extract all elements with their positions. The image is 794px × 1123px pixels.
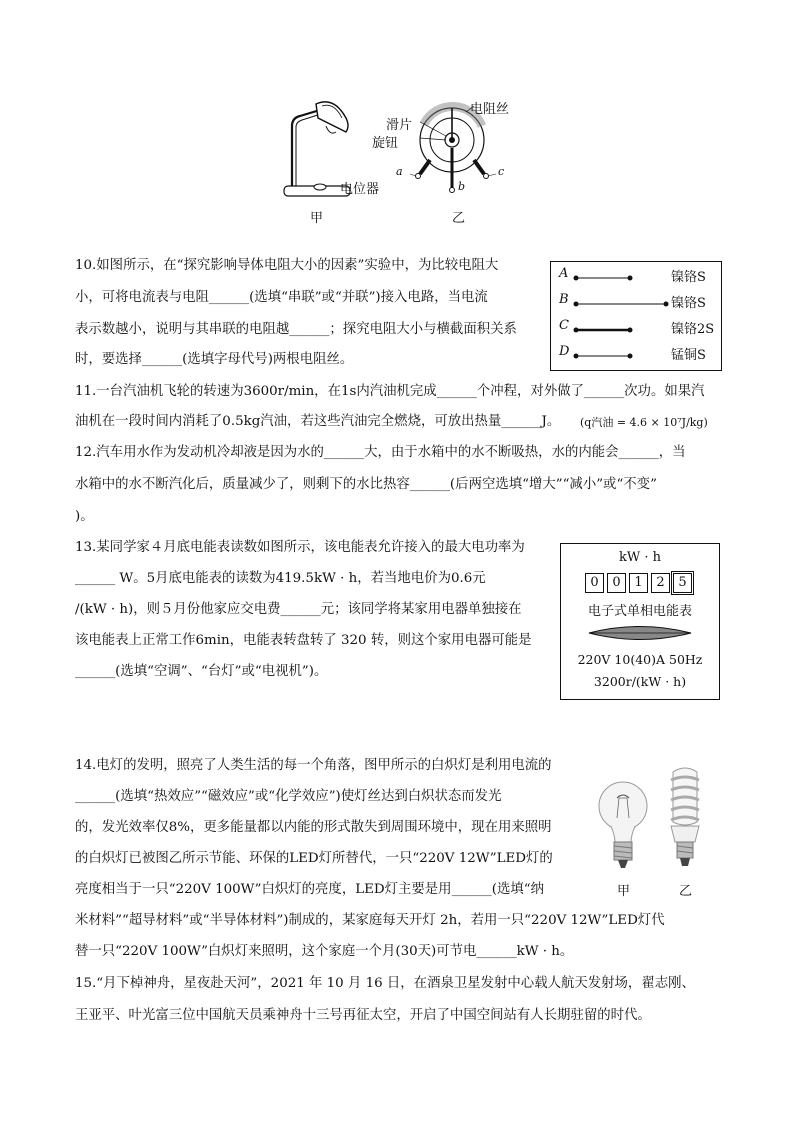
meter-digits: [585, 571, 695, 593]
q10-line-4: 时，要选择______(选填字母代号)两根电阻丝。: [75, 352, 354, 367]
meter-name: 电子式单相电能表: [587, 604, 692, 619]
meter-spec: 220V 10(40)A 50Hz: [577, 652, 703, 667]
wire-row-d: [559, 344, 719, 366]
wire-row-b: [559, 292, 719, 314]
wire-label: 镍铬2S: [671, 322, 715, 337]
meter-digit: 1: [629, 573, 648, 593]
wire-label: 镍铬S: [671, 296, 706, 311]
meter-digit: 2: [651, 573, 670, 593]
knob-label: 旋钮: [372, 136, 399, 151]
resistance-wire-label: 电阻丝: [470, 102, 510, 117]
wire-letter: C: [559, 318, 569, 333]
wire-label: 镍铬S: [671, 270, 706, 285]
q14-line-7: 替一只“220V 100W”白炽灯来照明，这个家庭一个月(30天)可节电______kW · h。: [75, 944, 574, 959]
meter-constant: 3200r/(kW · h): [593, 674, 687, 689]
q11-line-1: 11.一台汽油机飞轮的转速为3600r/min，在1s内汽油机完成______个冲程，对外做了______次功。如果汽: [75, 384, 705, 399]
wire-row-a: [559, 266, 719, 288]
q14-line-5: 亮度相当于一只“220V 100W”白炽灯的亮度，LED灯主要是用______(选填“纳: [75, 882, 544, 897]
meter-unit: kW · h: [618, 550, 661, 565]
q13-line-4: 该电能表上正常工作6min，电能表转盘转了 320 转，则这个家用电器可能是: [75, 633, 532, 648]
fig-label-jia: 甲: [310, 211, 324, 226]
energy-meter: [560, 543, 720, 700]
wire-row-c: [559, 318, 719, 340]
q12-line-2: 水箱中的水不断汽化后，质量减少了，则剩下的水比热容______(后两空选填“增大”“减小”或“不变”: [75, 477, 657, 492]
q11-line-2: 油机在一段时间内消耗了0.5kg汽油，若这些汽油完全燃烧，可放出热量______J。: [75, 414, 561, 429]
q10-line-1: 10.如图所示，在“探究影响导体电阻大小的因素”实验中，为比较电阻大: [75, 258, 499, 273]
q14-line-1: 14.电灯的发明，照亮了人类生活的每一个角落，图甲所示的白炽灯是利用电流的: [75, 758, 552, 773]
meter-digit-decimal: 5: [673, 573, 692, 593]
bulb-jia-label: 甲: [617, 884, 631, 899]
q13-line-3: /(kW · h)，则５月份他家应交电费______元；该同学将某家用电器单独接在: [75, 602, 522, 617]
q14-line-4: 的白炽灯已被图乙所示节能、环保的LED灯所替代，一只“220V 12W”LED灯的: [75, 851, 553, 866]
meter-digit: 0: [607, 573, 626, 593]
slider-label: 滑片: [386, 118, 413, 133]
wire-label: 锰铜S: [671, 348, 706, 363]
q15-line-2: 王亚平、叶光富三位中国航天员乘神舟十三号再征太空，开启了中国空间站有人长期驻留的时代。: [75, 1008, 651, 1023]
led-bulb-icon: [661, 764, 709, 872]
potentiometer-label: 电位器: [340, 182, 380, 197]
terminal-c-label: c: [498, 165, 505, 178]
meter-disc-icon: [587, 624, 693, 642]
q13-line-1: 13.某同学家４月底电能表读数如图所示，该电能表允许接入的最大电功率为: [75, 540, 525, 555]
terminal-b-label: b: [458, 180, 466, 193]
incandescent-bulb-icon: [597, 778, 649, 873]
wire-letter: A: [559, 266, 569, 281]
q12-line-3: )。: [75, 509, 94, 524]
q11-formula: (q汽油 = 4.6 × 10⁷J/kg): [580, 416, 708, 429]
bulb-yi-label: 乙: [679, 884, 693, 899]
q14-line-6: 米材料”“超导材料”或“半导体材料”)制成的，某家庭每天开灯 2h，若用一只“220V 12W”LED灯代: [75, 913, 665, 928]
terminal-a-label: a: [396, 165, 403, 178]
meter-digit: 0: [585, 573, 604, 593]
q13-line-5: ______(选填“空调”、“台灯”或“电视机”)。: [75, 664, 328, 679]
q12-line-1: 12.汽车用水作为发动机冷却液是因为水的______大，由于水箱中的水不断吸热，水的内能会______，当: [75, 445, 686, 460]
q10-line-3: 表示数越小，说明与其串联的电阻越______；探究电阻大小与横截面积关系: [75, 322, 517, 337]
q10-line-2: 小，可将电流表与电阻______(选填“串联”或“并联”)接入电路，当电流: [75, 290, 488, 305]
q13-line-2: ______ W。5月底电能表的读数为419.5kW · h，若当地电价为0.6元: [75, 571, 486, 586]
q14-line-3: 的，发光效率仅8%，更多能量都以内能的形式散失到周围环境中，现在用来照明: [75, 820, 552, 835]
wires-table: [550, 261, 722, 371]
fig-label-yi: 乙: [452, 211, 466, 226]
q14-line-2: ______(选填“热效应”“磁效应”或“化学效应”)使灯丝达到白炽状态而发光: [75, 789, 502, 804]
wire-letter: B: [559, 292, 569, 307]
wire-letter: D: [559, 344, 570, 359]
q15-line-1: 15.“月下棹神舟，星夜赴天河”，2021 年 10 月 16 日，在酒泉卫星发射中心载人航天发射场，翟志刚、: [75, 976, 695, 991]
